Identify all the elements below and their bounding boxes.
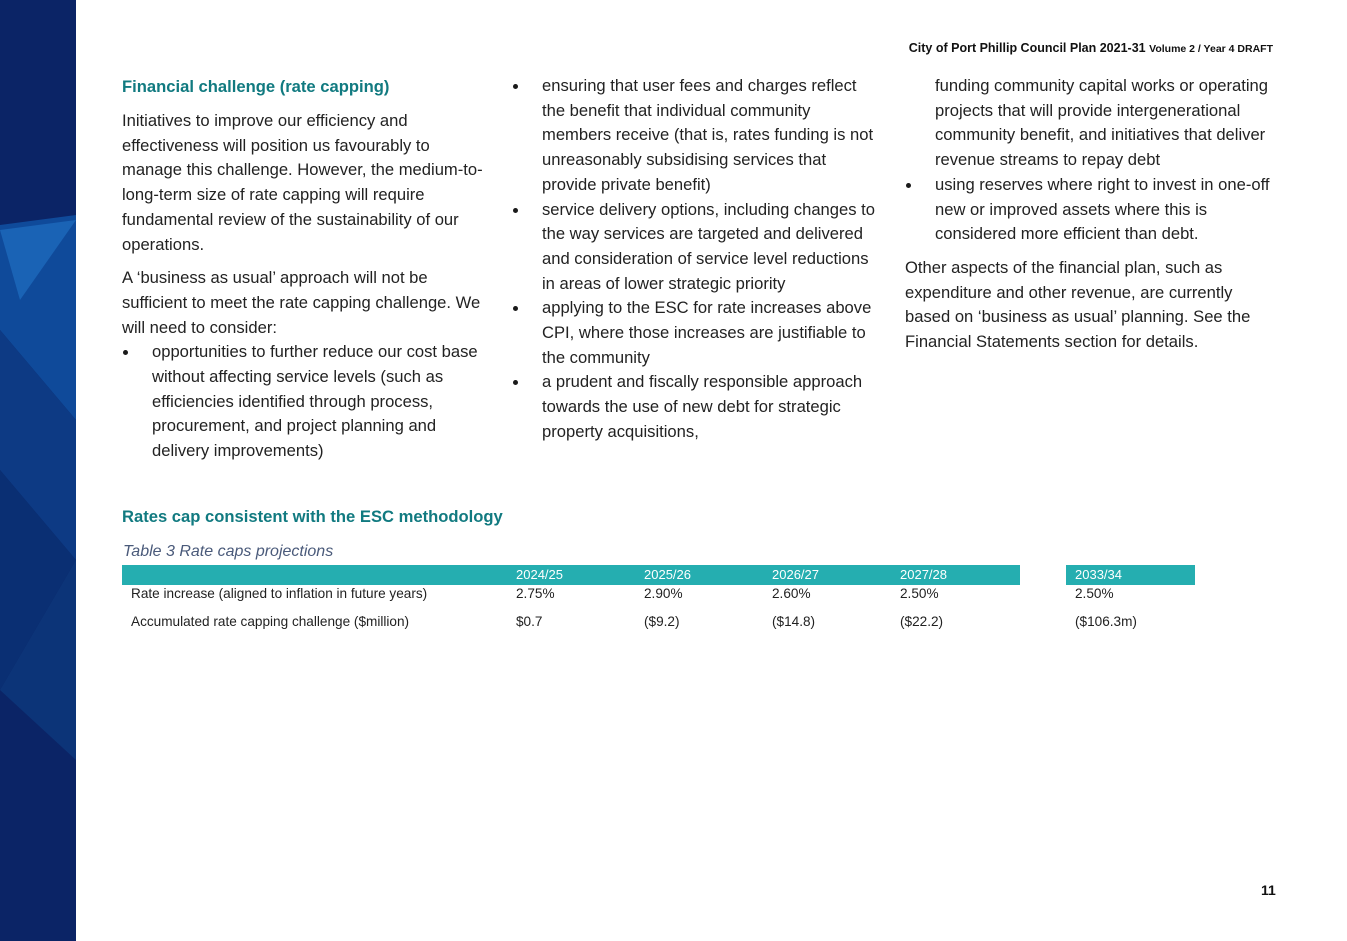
document-header — [909, 41, 1273, 55]
consider-list-end — [905, 74, 1280, 247]
table-cell: ($22.2) — [900, 614, 944, 629]
column-2 — [512, 74, 882, 445]
table-cell: $0.7 — [516, 614, 543, 629]
column-header: 2026/27 — [772, 567, 819, 582]
list-item: service delivery options, including changes to the way services are targeted and delivered and consideration of service level reductions in areas of lower strategic priority — [512, 198, 882, 297]
column-header: 2024/25 — [516, 567, 563, 582]
rates-cap-heading: Rates cap consistent with the ESC methodology — [122, 507, 503, 526]
column-header: 2025/26 — [644, 567, 691, 582]
list-item: opportunities to further reduce our cost base without affecting service levels (such as efficiencies identified through process, procurement, and project planning and delivery improvements) — [122, 340, 487, 464]
table-cell: 2.75% — [516, 586, 555, 601]
paragraph-business-as-usual: A ‘business as usual’ approach will not be sufficient to meet the rate capping challenge. We will need to consider: — [122, 268, 481, 337]
table-header-bar — [122, 565, 1020, 585]
header-title: City of Port Phillip Council Plan 2021-31 — [908, 41, 1146, 55]
table-cell: ($106.3m) — [1075, 614, 1137, 629]
table-cell: ($9.2) — [644, 614, 680, 629]
column-header: 2027/28 — [900, 567, 947, 582]
paragraph-other-aspects: Other aspects of the financial plan, such as expenditure and other revenue, are currently based on ‘business as usual’ planning. See the Financial Statements section for details. — [905, 257, 1251, 352]
consider-list-continued — [512, 74, 882, 445]
list-item: ensuring that user fees and charges reflect the benefit that individual community members receive (that is, rates funding is not unreasonably subsidising services that provide private benefit) — [512, 74, 882, 198]
table-cell: ($14.8) — [772, 614, 816, 629]
header-subtitle: Volume 2 / Year 4 DRAFT — [1149, 43, 1273, 55]
row-label: Accumulated rate capping challenge ($million) — [131, 614, 410, 629]
row-label: Rate increase (aligned to inflation in future years) — [131, 586, 428, 601]
financial-challenge-heading: Financial challenge (rate capping) — [122, 77, 390, 96]
table-caption: Table 3 Rate caps projections — [123, 543, 334, 560]
sidebar-decoration — [0, 0, 76, 941]
list-item-continuation: funding community capital works or operating projects that will provide intergenerational community benefit, and initiatives that deliver revenue streams to repay debt — [935, 76, 1268, 170]
column-header: 2033/34 — [1075, 567, 1122, 582]
sidebar-pattern — [0, 0, 76, 941]
consider-list — [122, 340, 487, 464]
list-item: applying to the ESC for rate increases above CPI, where those increases are justifiable to the community — [512, 296, 882, 370]
paragraph-efficiency: Initiatives to improve our efficiency and effectiveness will position us favourably to manage this challenge. However, the medium-to-long-term size of rate capping will require fundamental review of the sustainability of our operations. — [122, 111, 483, 254]
table-cell: 2.50% — [900, 586, 939, 601]
list-item: a prudent and fiscally responsible approach towards the use of new debt for strategic property acquisitions, — [512, 370, 882, 444]
list-item: using reserves where right to invest in one-off new or improved assets where this is considered more efficient than debt. — [905, 173, 1280, 247]
column-3 — [905, 74, 1280, 355]
table-cell: 2.60% — [772, 586, 811, 601]
page-number: 11 — [1261, 882, 1276, 898]
column-1 — [122, 74, 487, 464]
table-cell: 2.50% — [1075, 586, 1114, 601]
table-cell: 2.90% — [644, 586, 683, 601]
